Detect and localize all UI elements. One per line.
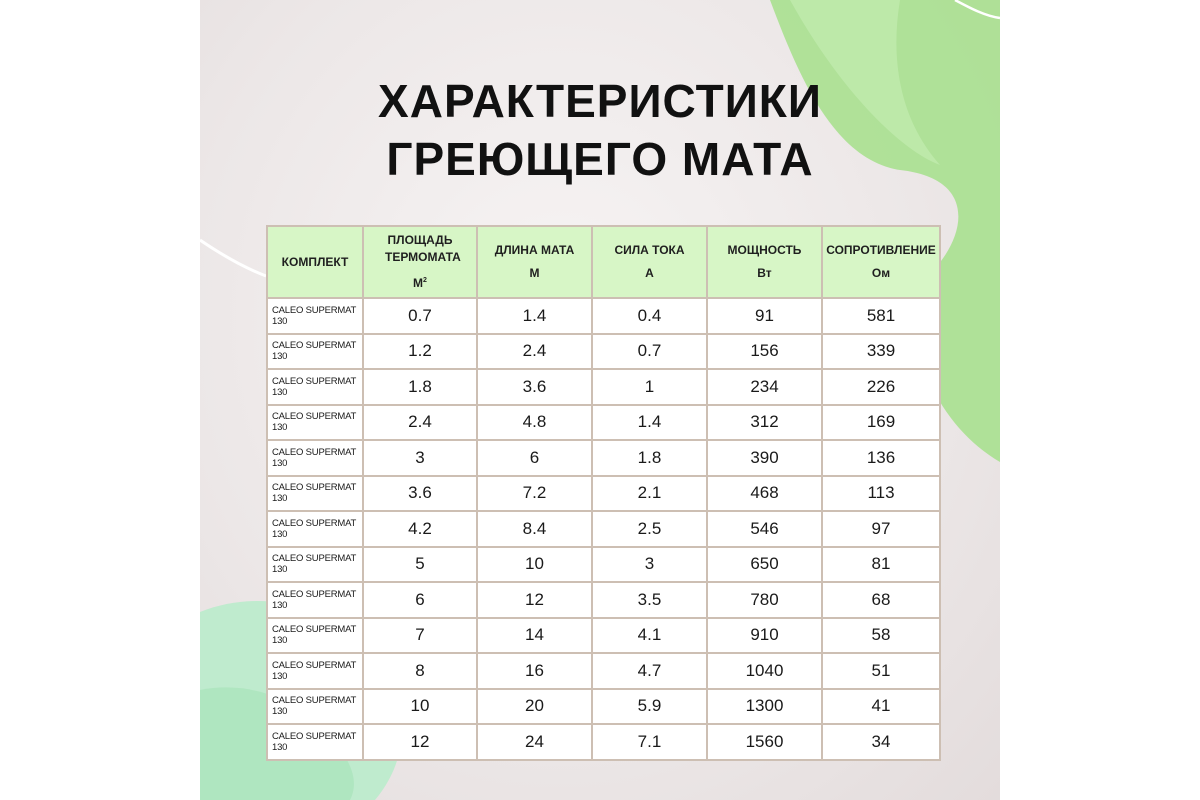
column-header-label: СОПРОТИВЛЕНИЕ (826, 243, 936, 257)
cell-kit: CALEO SUPERMAT 130 (267, 653, 363, 689)
cell-resistance: 51 (822, 653, 940, 689)
cell-area: 1.8 (363, 369, 477, 405)
cell-kit: CALEO SUPERMAT 130 (267, 476, 363, 512)
cell-power: 1040 (707, 653, 822, 689)
cell-length: 24 (477, 724, 592, 760)
cell-resistance: 97 (822, 511, 940, 547)
cell-current: 1.8 (592, 440, 707, 476)
cell-length: 14 (477, 618, 592, 654)
cell-length: 12 (477, 582, 592, 618)
specs-table (266, 225, 941, 761)
cell-area: 10 (363, 689, 477, 725)
column-header-current (592, 226, 707, 298)
cell-area: 4.2 (363, 511, 477, 547)
cell-resistance: 41 (822, 689, 940, 725)
cell-current: 3 (592, 547, 707, 583)
cell-power: 156 (707, 334, 822, 370)
cell-area: 12 (363, 724, 477, 760)
table-row (267, 582, 940, 618)
cell-resistance: 58 (822, 618, 940, 654)
cell-power: 910 (707, 618, 822, 654)
cell-resistance: 136 (822, 440, 940, 476)
column-header-unit: А (645, 266, 654, 280)
cell-kit: CALEO SUPERMAT 130 (267, 618, 363, 654)
cell-power: 780 (707, 582, 822, 618)
column-header-area (363, 226, 477, 298)
cell-area: 8 (363, 653, 477, 689)
cell-length: 2.4 (477, 334, 592, 370)
cell-area: 3.6 (363, 476, 477, 512)
cell-length: 1.4 (477, 298, 592, 334)
cell-resistance: 581 (822, 298, 940, 334)
title-line-1: ХАРАКТЕРИСТИКИ (378, 75, 822, 127)
cell-length: 7.2 (477, 476, 592, 512)
table-row (267, 689, 940, 725)
cell-area: 7 (363, 618, 477, 654)
column-header-unit: М (529, 266, 540, 280)
cell-resistance: 339 (822, 334, 940, 370)
cell-kit: CALEO SUPERMAT 130 (267, 298, 363, 334)
cell-current: 1 (592, 369, 707, 405)
column-header-power (707, 226, 822, 298)
table-row (267, 547, 940, 583)
page-title (200, 72, 1000, 188)
column-header-resistance (822, 226, 940, 298)
table-row (267, 724, 940, 760)
cell-current: 4.1 (592, 618, 707, 654)
table-header-row (267, 226, 940, 298)
cell-power: 1300 (707, 689, 822, 725)
table-row (267, 618, 940, 654)
column-header-label: ДЛИНА МАТА (494, 243, 575, 257)
cell-current: 0.7 (592, 334, 707, 370)
cell-kit: CALEO SUPERMAT 130 (267, 369, 363, 405)
cell-length: 4.8 (477, 405, 592, 441)
table-row (267, 653, 940, 689)
cell-current: 0.4 (592, 298, 707, 334)
cell-kit: CALEO SUPERMAT 130 (267, 547, 363, 583)
white-arc-left (200, 240, 266, 276)
cell-power: 390 (707, 440, 822, 476)
table-row (267, 334, 940, 370)
cell-power: 546 (707, 511, 822, 547)
cell-power: 650 (707, 547, 822, 583)
column-header-length (477, 226, 592, 298)
cell-current: 3.5 (592, 582, 707, 618)
cell-length: 10 (477, 547, 592, 583)
column-header-label: ПЛОЩАДЬ ТЕРМОМАТА (385, 233, 461, 264)
column-header-kit (267, 226, 363, 298)
spec-card (200, 0, 1000, 800)
column-header-unit: Вт (757, 266, 772, 280)
cell-kit: CALEO SUPERMAT 130 (267, 724, 363, 760)
cell-area: 1.2 (363, 334, 477, 370)
table-row (267, 405, 940, 441)
cell-power: 91 (707, 298, 822, 334)
column-header-unit: $М^2$ (413, 276, 427, 290)
column-header-label: СИЛА ТОКА (614, 243, 685, 257)
cell-length: 8.4 (477, 511, 592, 547)
cell-current: 4.7 (592, 653, 707, 689)
column-header-unit: Ом (871, 266, 891, 280)
cell-current: 7.1 (592, 724, 707, 760)
cell-length: 20 (477, 689, 592, 725)
cell-length: 16 (477, 653, 592, 689)
cell-resistance: 226 (822, 369, 940, 405)
superscript-two: 2 (423, 277, 427, 284)
cell-current: 1.4 (592, 405, 707, 441)
cell-length: 6 (477, 440, 592, 476)
table-row (267, 476, 940, 512)
cell-current: 2.5 (592, 511, 707, 547)
title-line-2: ГРЕЮЩЕГО МАТА (386, 133, 814, 185)
cell-kit: CALEO SUPERMAT 130 (267, 405, 363, 441)
cell-resistance: 68 (822, 582, 940, 618)
table-row (267, 440, 940, 476)
cell-kit: CALEO SUPERMAT 130 (267, 334, 363, 370)
table-row (267, 298, 940, 334)
cell-resistance: 34 (822, 724, 940, 760)
table-row (267, 369, 940, 405)
table-row (267, 511, 940, 547)
cell-area: 5 (363, 547, 477, 583)
column-header-label: КОМПЛЕКТ (281, 254, 349, 269)
cell-kit: CALEO SUPERMAT 130 (267, 689, 363, 725)
cell-power: 1560 (707, 724, 822, 760)
cell-resistance: 81 (822, 547, 940, 583)
cell-current: 5.9 (592, 689, 707, 725)
cell-area: 6 (363, 582, 477, 618)
column-header-label: МОЩНОСТЬ (727, 243, 802, 257)
cell-area: 0.7 (363, 298, 477, 334)
cell-area: 2.4 (363, 405, 477, 441)
cell-current: 2.1 (592, 476, 707, 512)
cell-power: 312 (707, 405, 822, 441)
cell-kit: CALEO SUPERMAT 130 (267, 440, 363, 476)
cell-kit: CALEO SUPERMAT 130 (267, 582, 363, 618)
cell-power: 234 (707, 369, 822, 405)
cell-resistance: 113 (822, 476, 940, 512)
cell-power: 468 (707, 476, 822, 512)
cell-resistance: 169 (822, 405, 940, 441)
cell-length: 3.6 (477, 369, 592, 405)
cell-kit: CALEO SUPERMAT 130 (267, 511, 363, 547)
cell-area: 3 (363, 440, 477, 476)
